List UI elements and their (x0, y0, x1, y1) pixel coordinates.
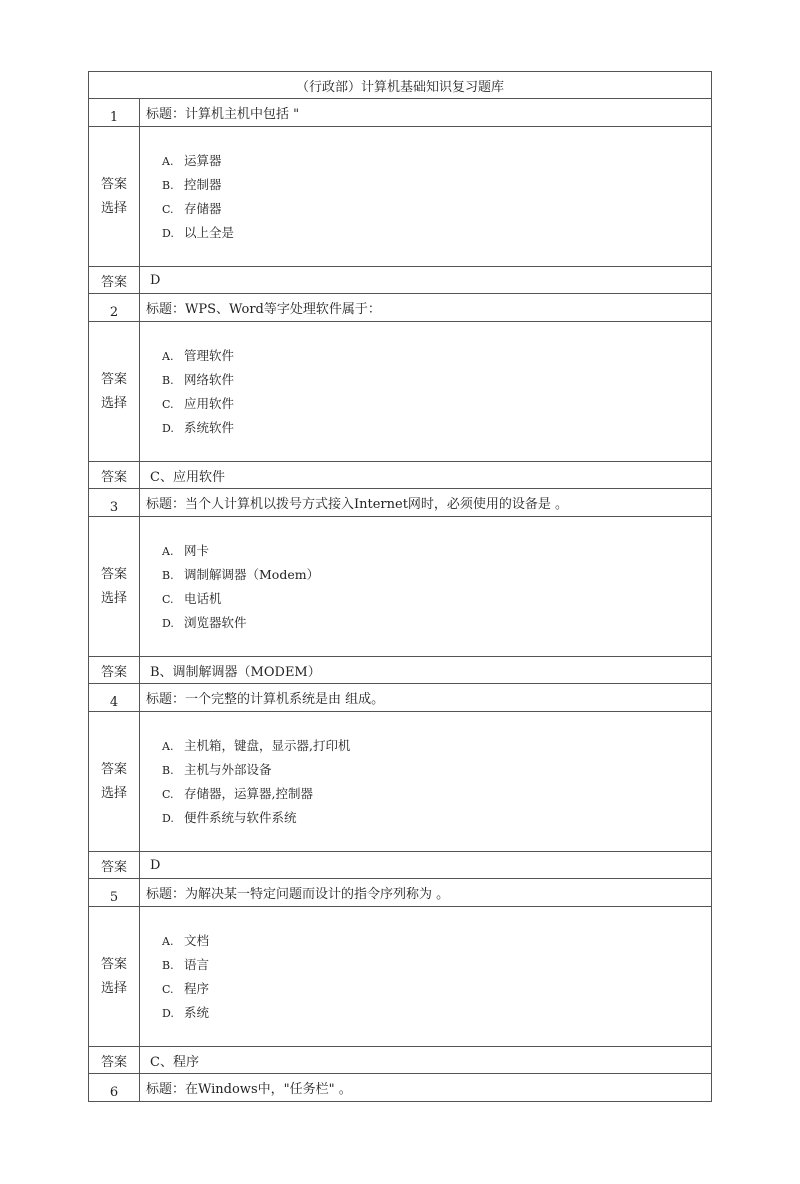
option-text: 管理软件 (184, 347, 235, 363)
option-letter: A. (162, 349, 174, 363)
options-row (89, 712, 712, 852)
option-text: 主机箱，键盘，显示器,打印机 (184, 737, 351, 753)
answer-row (89, 1047, 712, 1074)
option-item (162, 563, 711, 587)
option-item (162, 782, 711, 806)
options-label: 答案 选择 (89, 127, 140, 267)
option-item (162, 953, 711, 977)
options-row (89, 907, 712, 1047)
question-title: 标题：WPS、Word等字处理软件属于： (140, 294, 712, 322)
option-item (162, 1001, 711, 1025)
answer-row (89, 462, 712, 489)
option-letter: D. (162, 1006, 174, 1020)
option-item (162, 587, 711, 611)
option-text: 存储器，运算器,控制器 (184, 785, 313, 801)
answer-label: 答案 (89, 1047, 140, 1074)
option-letter: C. (162, 592, 174, 606)
option-letter: B. (162, 373, 174, 387)
option-text: 网络软件 (184, 371, 235, 387)
option-letter: D. (162, 226, 174, 240)
question-title: 标题：在Windows中，"任务栏" 。 (140, 1074, 712, 1102)
question-row (89, 879, 712, 907)
option-item (162, 758, 711, 782)
option-letter: C. (162, 787, 174, 801)
answer-label: 答案 (89, 657, 140, 684)
document-title: （行政部）计算机基础知识复习题库 (89, 72, 712, 99)
question-row (89, 684, 712, 712)
option-text: 系统 (184, 1004, 210, 1020)
option-letter: B. (162, 178, 174, 192)
option-item (162, 149, 711, 173)
answer-label: 答案 (89, 852, 140, 879)
question-number: 1 (89, 99, 140, 127)
answer-value: C、程序 (140, 1047, 712, 1074)
options-list (140, 712, 712, 852)
option-item (162, 173, 711, 197)
option-letter: C. (162, 397, 174, 411)
options-label: 答案 选择 (89, 907, 140, 1047)
question-number: 6 (89, 1074, 140, 1102)
question-title: 标题：一个完整的计算机系统是由 组成。 (140, 684, 712, 712)
option-item (162, 416, 711, 440)
question-number: 4 (89, 684, 140, 712)
option-text: 电话机 (184, 590, 222, 606)
answer-row (89, 852, 712, 879)
option-letter: D. (162, 616, 174, 630)
question-title: 标题：计算机主机中包括 " (140, 99, 712, 127)
option-text: 浏览器软件 (184, 614, 247, 630)
option-item (162, 197, 711, 221)
option-text: 便件系统与软件系统 (184, 809, 297, 825)
answer-row (89, 267, 712, 294)
option-item (162, 806, 711, 830)
option-item (162, 539, 711, 563)
option-letter: C. (162, 982, 174, 996)
answer-label: 答案 (89, 267, 140, 294)
option-text: 主机与外部设备 (184, 761, 272, 777)
option-letter: D. (162, 421, 174, 435)
option-text: 系统软件 (184, 419, 235, 435)
option-letter: A. (162, 739, 174, 753)
question-title: 标题：为解决某一特定问题而设计的指令序列称为 。 (140, 879, 712, 907)
options-label: 答案 选择 (89, 322, 140, 462)
question-number: 3 (89, 489, 140, 517)
option-text: 运算器 (184, 152, 222, 168)
question-number: 2 (89, 294, 140, 322)
options-label: 答案 选择 (89, 712, 140, 852)
answer-value: B、调制解调器（MODEM） (140, 657, 712, 684)
option-text: 程序 (184, 980, 210, 996)
options-list (140, 322, 712, 462)
question-row (89, 489, 712, 517)
option-letter: B. (162, 568, 174, 582)
option-letter: B. (162, 958, 174, 972)
options-row (89, 322, 712, 462)
question-row (89, 99, 712, 127)
option-item (162, 392, 711, 416)
option-item (162, 929, 711, 953)
option-item (162, 368, 711, 392)
options-list (140, 127, 712, 267)
options-row (89, 127, 712, 267)
option-text: 调制解调器（Modem） (184, 566, 320, 582)
question-row (89, 294, 712, 322)
option-letter: A. (162, 934, 174, 948)
answer-label: 答案 (89, 462, 140, 489)
option-letter: D. (162, 811, 174, 825)
option-item (162, 734, 711, 758)
option-letter: B. (162, 763, 174, 777)
answer-row (89, 657, 712, 684)
option-item (162, 611, 711, 635)
option-letter: A. (162, 154, 174, 168)
option-text: 网卡 (184, 542, 210, 558)
options-label: 答案 选择 (89, 517, 140, 657)
option-text: 应用软件 (184, 395, 235, 411)
option-item (162, 221, 711, 245)
option-text: 文档 (184, 932, 210, 948)
option-letter: C. (162, 202, 174, 216)
option-text: 语言 (184, 956, 210, 972)
answer-value: D (140, 852, 712, 879)
answer-value: D (140, 267, 712, 294)
option-text: 存储器 (184, 200, 222, 216)
option-item (162, 344, 711, 368)
option-text: 以上全是 (184, 224, 235, 240)
question-bank-table (88, 71, 712, 1102)
options-list (140, 517, 712, 657)
options-row (89, 517, 712, 657)
question-number: 5 (89, 879, 140, 907)
question-row (89, 1074, 712, 1102)
options-list (140, 907, 712, 1047)
answer-value: C、应用软件 (140, 462, 712, 489)
option-text: 控制器 (184, 176, 222, 192)
option-letter: A. (162, 544, 174, 558)
option-item (162, 977, 711, 1001)
question-title: 标题：当个人计算机以拨号方式接入Internet网时，必须使用的设备是 。 (140, 489, 712, 517)
